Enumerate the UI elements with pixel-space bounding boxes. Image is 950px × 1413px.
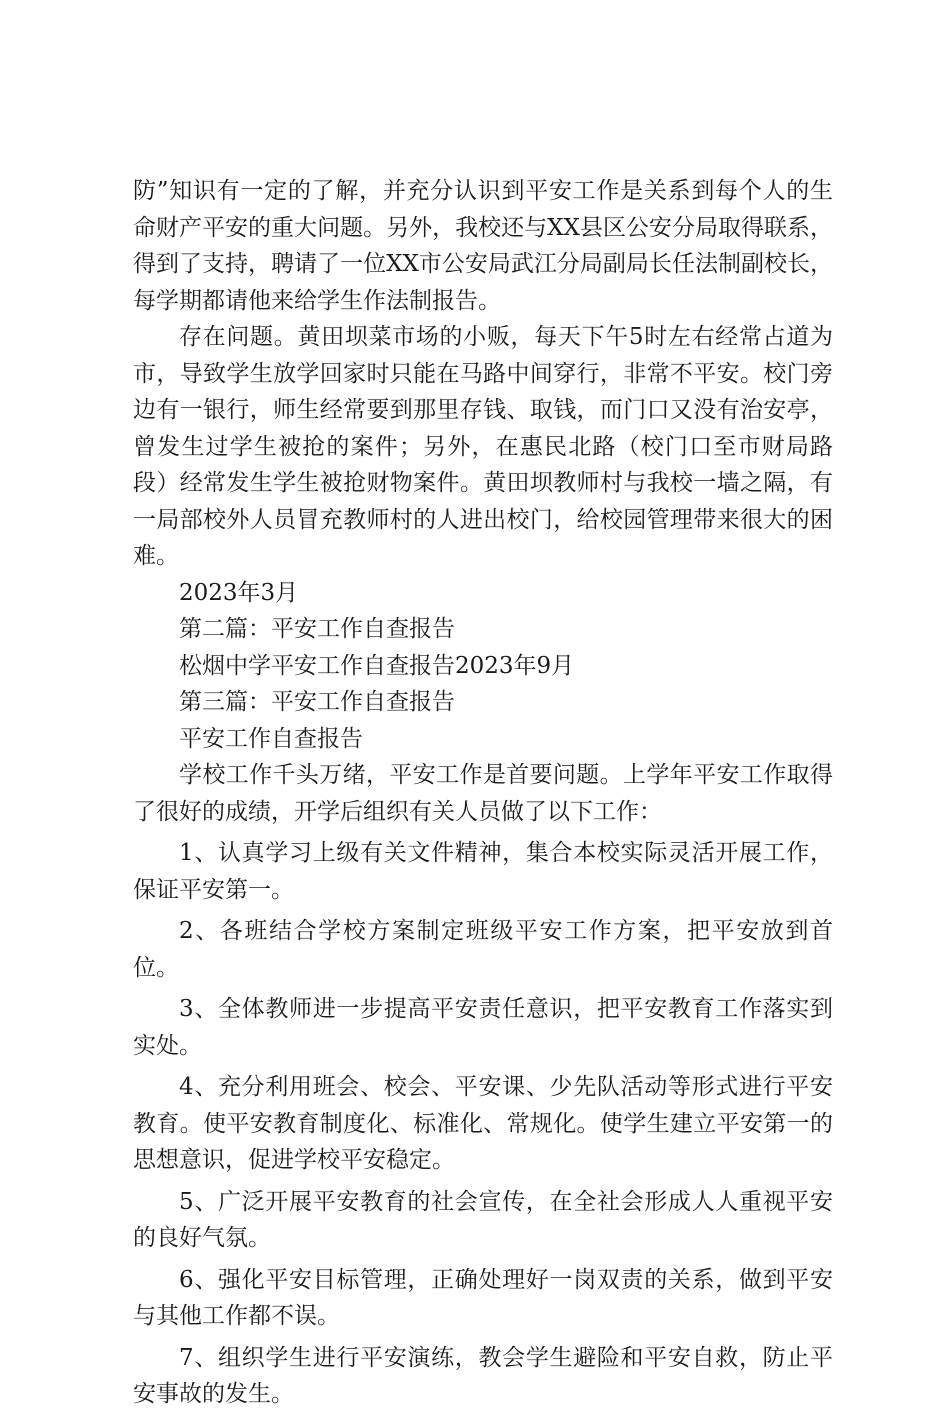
list-item-7: 7、组织学生进行平安演练，教会学生避险和平安自救，防止平安事故的发生。 <box>133 1344 833 1407</box>
list-item-1: 1、认真学习上级有关文件精神，集合本校实际灵活开展工作，保证平安第一。 <box>133 840 833 903</box>
section-heading-part-three: 第三篇：平安工作自查报告 <box>179 689 455 715</box>
paragraph-existing-problems: 存在问题。黄田坝菜市场的小贩，每天下午5时左右经常占道为市，导致学生放学回家时只能在马路中间穿行，非常不平安。校门旁边有一银行，师生经常要到那里存钱、取钱，而门口又没有治安亭，曾发生过学生被抢的案件；另外，在惠民北路（校门口至市财局路段）经常发生学生被抢财物案件。黄田坝教师村与我校一墙之隔，有一局部校外人员冒充教师村的人进出校门，给校园管理带来很大的困难。 <box>133 324 833 569</box>
section-heading-part-two: 第二篇：平安工作自查报告 <box>179 616 455 642</box>
report-title: 平安工作自查报告 <box>179 725 363 752</box>
paragraph-knowledge-and-police-cooperation: 防”知识有一定的了解，并充分认识到平安工作是关系到每个人的生命财产平安的重大问题。另外，我校还与XX县区公安分局取得联系，得到了支持，聘请了一位XX市公安局武江分局副局长任法制副校长，每学期都请他来给学生作法制报告。 <box>133 178 833 314</box>
list-item-6: 6、强化平安目标管理，正确处理好一岗双责的关系，做到平安与其他工作都不误。 <box>133 1266 833 1329</box>
document-body <box>133 173 833 1413</box>
date-line: 2023年3月 <box>179 579 299 606</box>
list-item-2: 2、各班结合学校方案制定班级平安工作方案，把平安放到首位。 <box>133 918 833 981</box>
list-item-3: 3、全体教师进一步提高平安责任意识，把平安教育工作落实到实处。 <box>133 996 833 1059</box>
list-item-5: 5、广泛开展平安教育的社会宣传，在全社会形成人人重视平安的良好气氛。 <box>133 1188 833 1251</box>
report-title-line: 松烟中学平安工作自查报告2023年9月 <box>179 652 575 679</box>
list-item-4: 4、充分利用班会、校会、平安课、少先队活动等形式进行平安教育。使平安教育制度化、标准化、常规化。使学生建立平安第一的思想意识，促进学校平安稳定。 <box>133 1074 833 1173</box>
paragraph-introduction: 学校工作千头万绪，平安工作是首要问题。上学年平安工作取得了很好的成绩，开学后组织有关人员做了以下工作： <box>133 762 833 825</box>
